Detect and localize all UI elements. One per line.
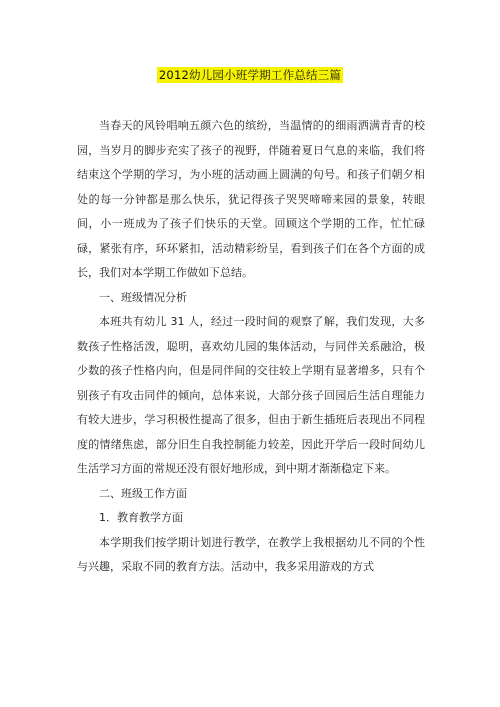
section-heading-class-situation: 一、班级情况分析: [99, 290, 187, 304]
title-wrap: [0, 64, 500, 83]
teaching-paragraph: 本学期我们按学期计划进行教学，在教学上我根据幼儿不同的个性与兴趣，采取不同的教育方法。活动中，我多采用游戏的方式: [77, 535, 425, 573]
document-title: 2012幼儿园小班学期工作总结三篇: [158, 68, 342, 82]
intro-paragraph: 当春天的风铃唱响五颜六色的缤纷，当温情的的细雨洒满青青的校园，当岁月的脚步充实了孩子的视野，伴随着夏日气息的来临，我们将结束这个学期的学习，为小班的活动画上圆满的句号。和孩子们朝夕相处的每一分钟都是那么快乐，犹记得孩子哭哭啼啼来园的景象，转眼间，小一班成为了孩子们快乐的天堂。回顾这个学期的工作，忙忙碌碌，紧张有序，环环紧扣，活动精彩纷呈，看到孩子们在各个方面的成长，我们对本学期工作做如下总结。: [77, 119, 425, 279]
subsection-heading-teaching: 1．教育教学方面: [99, 511, 183, 524]
section-heading-class-work: 二、班级工作方面: [99, 486, 187, 500]
class-situation-paragraph: 本班共有幼儿 31 人，经过一段时间的观察了解，我们发现，大多数孩子性格活泼，聪明，喜欢幼儿园的集体活动，与同伴关系融洽，极少数的孩子性格内向，但是同伴间的交往较上学期有显著增多，只有个别孩子有攻击同伴的倾向，总体来说，大部分孩子回园后生活自理能力有较大进步，学习积极性提高了很多，但由于新生插班后表现出不同程度的情绪焦虑，部分旧生自我控制能力较差，因此开学后一段时间幼儿生活学习方面的常规还没有很好地形成，到中期才渐渐稳定下来。: [77, 315, 425, 475]
document-body: [77, 114, 425, 580]
